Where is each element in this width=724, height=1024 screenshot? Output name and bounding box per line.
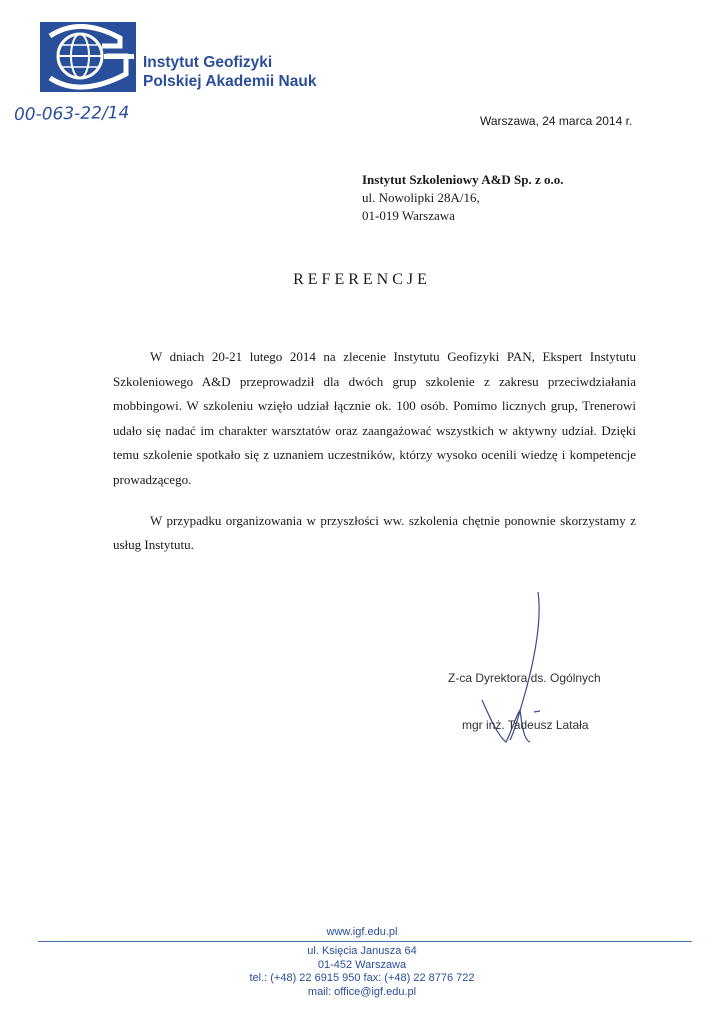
recipient-address bbox=[362, 171, 564, 225]
recipient-street: ul. Nowolipki 28A/16, bbox=[362, 190, 480, 205]
footer-email[interactable]: mail: office@igf.edu.pl bbox=[307, 985, 417, 998]
body-paragraph-1: W dniach 20-21 lutego 2014 na zlecenie Instytutu Geofizyki PAN, Ekspert Instytutu Szkoleniowego A&D przeprowadził dla dwóch grup szkolenie z zakresu przeciwdziałania mobbingowi. W szkoleniu wzięło udział łącznie ok. 100 osób. Pomimo licznych grup, Trenerowi udało się nadać im charakter warsztatów oraz zaangażować wszystkich w aktywny udział. Dzięki temu szkolenie spotkało się z uznaniem uczestników, którzy wysoko ocenili wiedzę i kompetencje prowadzącego. bbox=[113, 349, 636, 487]
recipient-city: 01-019 Warszawa bbox=[362, 208, 455, 223]
footer-street: ul. Księcia Janusza 64 bbox=[307, 945, 417, 957]
organization-name bbox=[143, 53, 316, 91]
recipient-name: Instytut Szkoleniowy A&D Sp. z o.o. bbox=[362, 172, 564, 187]
handwritten-reference-number: 00-063-22/14 bbox=[13, 102, 130, 126]
footer-contact bbox=[0, 945, 724, 999]
footer-phone-fax: tel.: (+48) 22 6915 950 fax: (+48) 22 8776 722 bbox=[249, 972, 475, 984]
igf-globe-logo-icon bbox=[40, 22, 136, 92]
footer-website-link[interactable]: www.igf.edu.pl bbox=[326, 926, 398, 938]
organization-name-line1: Instytut Geofizyki bbox=[143, 54, 273, 71]
signatory-title: Z-ca Dyrektora ds. Ogólnych bbox=[448, 671, 601, 685]
signatory-name: mgr inż. Tadeusz Latała bbox=[462, 718, 589, 732]
organization-name-line2: Polskiej Akademii Nauk bbox=[143, 73, 317, 90]
letter-body bbox=[113, 345, 636, 574]
footer-divider bbox=[38, 941, 692, 942]
date-line: Warszawa, 24 marca 2014 r. bbox=[480, 114, 633, 128]
body-paragraph-2: W przypadku organizowania w przyszłości ww. szkolenia chętnie ponownie skorzystamy z usług Instytutu. bbox=[113, 512, 636, 553]
document-title: REFERENCJE bbox=[293, 271, 431, 288]
footer-city: 01-452 Warszawa bbox=[317, 958, 407, 971]
